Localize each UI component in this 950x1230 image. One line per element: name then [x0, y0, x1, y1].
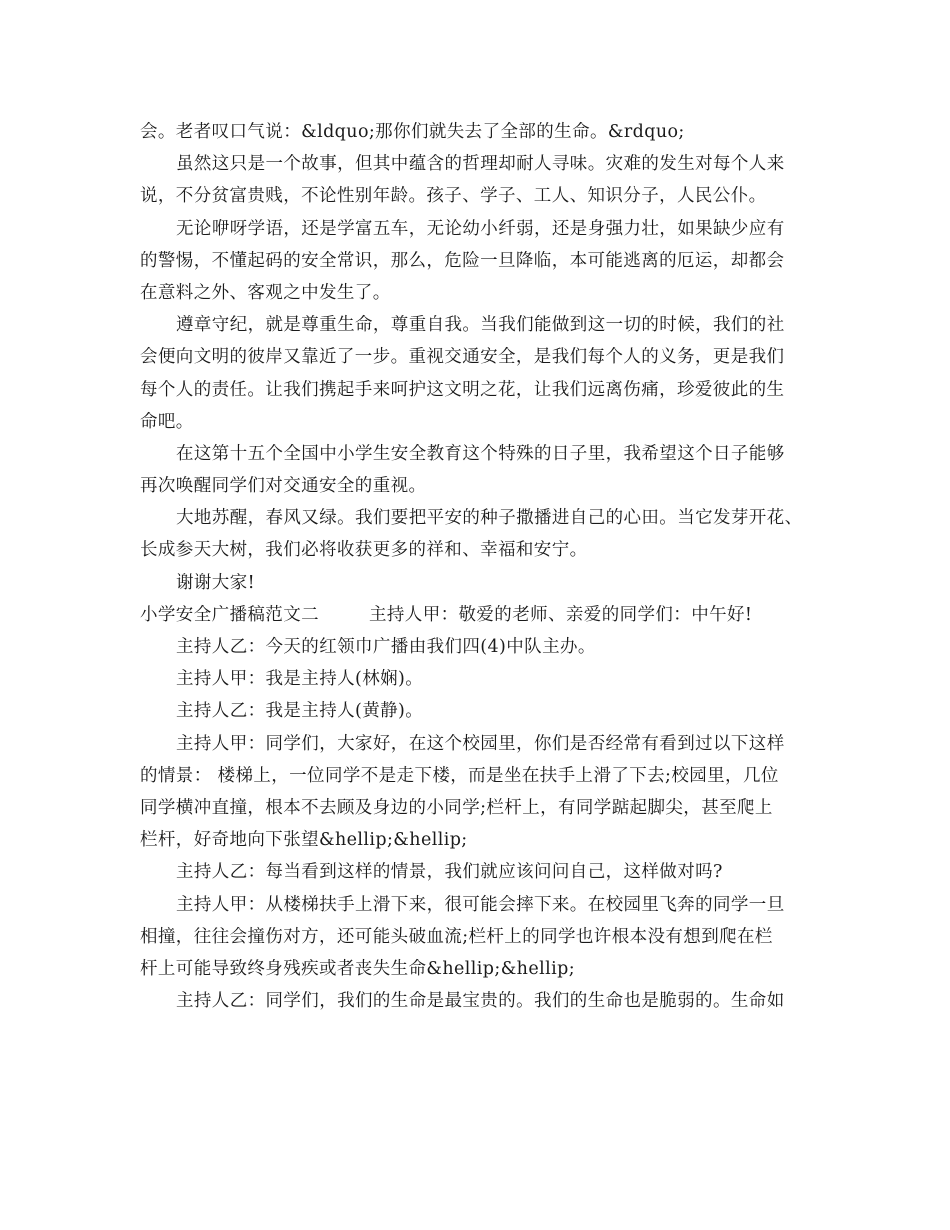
text-line: 杆上可能导致终身残疾或者丧失生命&hellip;&hellip;: [140, 958, 575, 979]
text-line: 在这第十五个全国中小学生安全教育这个特殊的日子里，我希望这个日子能够: [176, 443, 785, 464]
section-title: 小学安全广播稿范文二: [140, 604, 319, 625]
text-line: 的警惕，不懂起码的安全常识，那么，危险一旦降临，本可能逃离的厄运，却都会: [140, 250, 785, 271]
text-line: 遵章守纪，就是尊重生命，尊重自我。当我们能做到这一切的时候，我们的社: [176, 315, 785, 336]
text-line: 主持人乙：每当看到这样的情景，我们就应该问问自己，这样做对吗?: [176, 862, 723, 883]
text-line: 长成参天大树，我们必将收获更多的祥和、幸福和安宁。: [140, 540, 588, 561]
text-line: 说，不分贫富贵贱，不论性别年龄。孩子、学子、工人、知识分子，人民公仆。: [140, 186, 767, 207]
text-line: 栏杆，好奇地向下张望&hellip;&hellip;: [140, 830, 468, 851]
text-line: 主持人乙：同学们，我们的生命是最宝贵的。我们的生命也是脆弱的。生命如: [176, 991, 785, 1012]
text-line: 会便向文明的彼岸又靠近了一步。重视交通安全，是我们每个人的义务，更是我们: [140, 347, 785, 368]
section-heading-line: [140, 599, 820, 631]
text-line: 每个人的责任。让我们携起手来呵护这文明之花，让我们远离伤痛，珍爱彼此的生: [140, 379, 785, 400]
text-line: 大地苏醒，春风又绿。我们要把平安的种子撒播进自己的心田。当它发芽开花、: [176, 508, 803, 529]
text-line: 主持人乙：我是主持人(黄静)。: [176, 701, 424, 722]
text-line: 会。老者叹口气说：&ldquo;那你们就失去了全部的生命。&rdquo;: [140, 122, 685, 142]
text-line: 同学横冲直撞，根本不去顾及身边的小同学;栏杆上，有同学踮起脚尖，甚至爬上: [140, 797, 773, 818]
text-line: 命吧。: [140, 411, 194, 432]
text-line: 相撞，往往会撞伤对方，还可能头破血流;栏杆上的同学也许根本没有想到爬在栏: [140, 926, 773, 947]
text-line: 的情景： 楼梯上，一位同学不是走下楼，而是坐在扶手上滑了下去;校园里，几位: [140, 765, 779, 786]
text-line: 虽然这只是一个故事，但其中蕴含的哲理却耐人寻味。灾难的发生对每个人来: [176, 154, 785, 175]
text-line: 主持人甲：我是主持人(林娴)。: [176, 669, 424, 690]
text-line: 在意料之外、客观之中发生了。: [140, 282, 391, 303]
text-line: 无论咿呀学语，还是学富五车，无论幼小纤弱，还是身强力壮，如果缺少应有: [176, 218, 785, 239]
text-line: 再次唤醒同学们对交通安全的重视。: [140, 476, 427, 497]
text-line: 主持人甲：从楼梯扶手上滑下来，很可能会摔下来。在校园里飞奔的同学一旦: [176, 894, 785, 915]
document-body: [140, 116, 820, 1017]
text-line: 主持人甲：同学们，大家好，在这个校园里，你们是否经常有看到过以下这样: [176, 733, 785, 754]
text-line: 主持人乙：今天的红领巾广播由我们四(4)中队主办。: [176, 637, 596, 657]
text-line: 谢谢大家!: [176, 572, 256, 593]
section-first-line: 主持人甲：敬爱的老师、亲爱的同学们：中午好!: [369, 604, 753, 625]
